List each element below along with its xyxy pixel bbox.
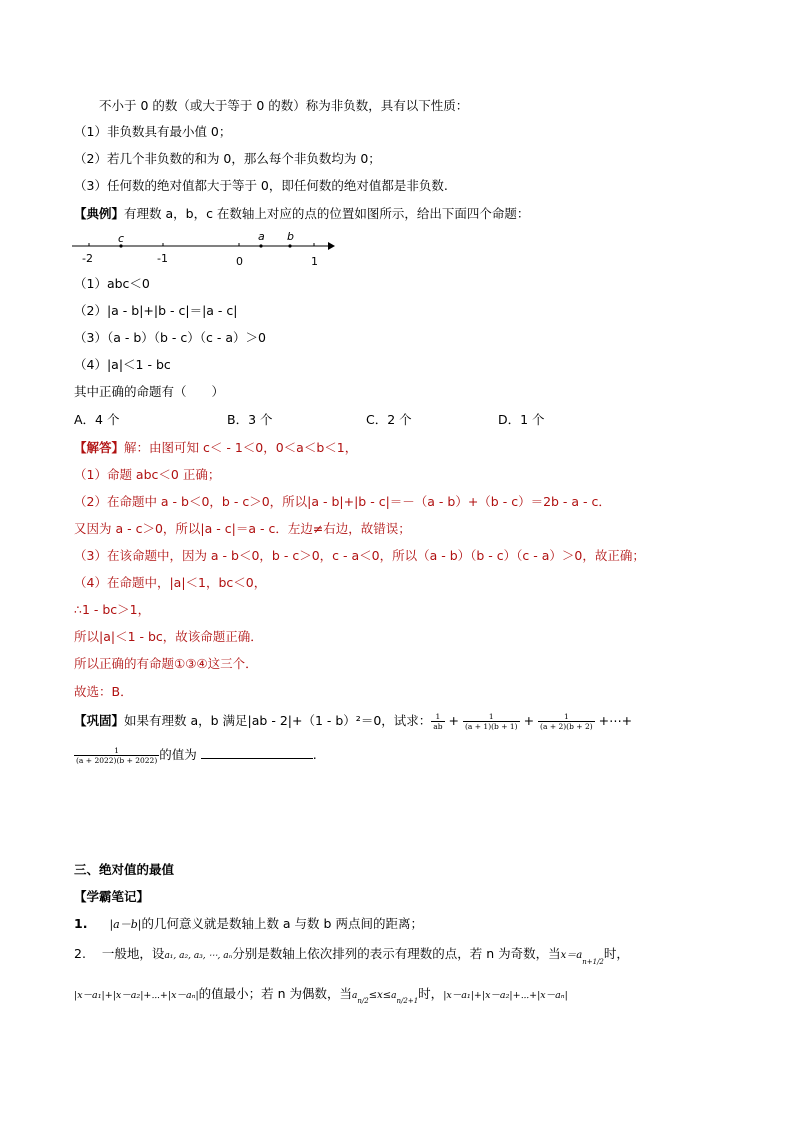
- note-2-line-2: [74, 986, 568, 1009]
- point-label-b: b: [287, 230, 294, 243]
- dots: +⋯+: [598, 713, 633, 728]
- solution-line-3: （2）在命题中 a - b＜0，b - c＞0，所以|a - b|+|b - c|＝－（a - b）+（b - c）＝2b - a - c．: [74, 494, 611, 509]
- proposition-3: （3）（a - b）（b - c）（c - a）＞0: [74, 330, 266, 345]
- option-c: C．2 个: [366, 412, 412, 427]
- tick-label-minus1: -1: [157, 252, 168, 265]
- consolidate-end: .: [312, 747, 317, 762]
- notes-tag: 【学霸笔记】: [74, 889, 150, 904]
- example-stem: [74, 206, 529, 222]
- solution-text-1: 解：由图可知 c＜ - 1＜0，0＜a＜b＜1，: [124, 440, 358, 455]
- solution-line-4: 又因为 a - c＞0，所以|a - c|＝a - c．左边≠右边，故错误；: [74, 521, 411, 536]
- solution-line-8: 所以|a|＜1 - bc，故该命题正确．: [74, 629, 263, 644]
- proposition-1: （1）abc＜0: [74, 276, 150, 291]
- property-2: （2）若几个非负数的和为 0，那么每个非负数均为 0；: [74, 151, 381, 166]
- fraction-2: [463, 712, 520, 731]
- number-line: [70, 228, 340, 270]
- section-title: 三、绝对值的最值: [74, 862, 175, 877]
- note-2-lower-a: $a_{n/2}$: [352, 991, 369, 1005]
- question: 其中正确的命题有（ ）: [74, 384, 225, 399]
- note-2-text-3: 时，: [603, 946, 629, 961]
- note-2-expression-2: |x－a₁|+|x－a₂|+⋯+|x－aₙ|: [443, 990, 568, 1001]
- note-1-number: 1.: [74, 916, 88, 931]
- property-3: （3）任何数的绝对值都大于等于 0，即任何数的绝对值都是非负数.: [74, 178, 448, 193]
- point-b: [288, 244, 291, 247]
- note-2-condition-even: ≤x≤: [368, 990, 392, 1001]
- fraction-4: [74, 746, 159, 765]
- note-2-odd-index: n+1/2: [582, 958, 604, 966]
- note-2-upper-a: $a_{n/2+1}$: [391, 991, 419, 1005]
- note-2-text-2: 分别是数轴上依次排列的表示有理数的点，若 n 为奇数，当: [232, 946, 561, 961]
- note-2-number: 2.: [74, 946, 86, 961]
- solution-line-7: ∴1 - bc＞1，: [74, 602, 151, 617]
- solution-line-1: [74, 440, 357, 456]
- fraction-4-num: 1: [114, 746, 120, 755]
- point-label-a: a: [258, 230, 265, 243]
- option-a: A．4 个: [74, 412, 120, 427]
- solution-line-6: （4）在命题中，|a|＜1，bc＜0，: [74, 575, 267, 590]
- note-2-condition-odd: x＝a: [560, 950, 583, 961]
- consolidate-tail: 的值为: [159, 747, 197, 762]
- consolidate-line-2: [74, 746, 317, 765]
- point-a: [259, 244, 262, 247]
- consolidate-tag: 【巩固】: [74, 713, 125, 728]
- solution-line-9: 所以正确的有命题①③④这三个．: [74, 656, 258, 671]
- note-2-expression: |x－a₁|+|x－a₂|+⋯+|x－aₙ|: [74, 990, 199, 1001]
- note-2-text-5: 时，: [418, 986, 444, 1001]
- tick-label-minus2: -2: [82, 252, 93, 265]
- fraction-1-num: 1: [435, 712, 441, 721]
- fraction-1-den: ab: [433, 722, 443, 731]
- tick-label-1: 1: [311, 255, 318, 268]
- option-d: D．1 个: [498, 412, 545, 427]
- consolidate-text: 如果有理数 a，b 满足|ab - 2|+（1 - b）²＝0，试求：: [124, 713, 432, 728]
- fraction-3-num: 1: [563, 712, 569, 721]
- proposition-4: （4）|a|＜1 - bc: [74, 357, 171, 372]
- solution-tag: 【解答】: [74, 440, 125, 455]
- solution-line-2: （1）命题 abc＜0 正确；: [74, 467, 221, 482]
- example-tag: 【典例】: [74, 206, 125, 221]
- answer-blank[interactable]: [201, 746, 313, 759]
- fraction-3-den: (a + 2)(b + 2): [540, 722, 593, 731]
- note-2-text-1: 一般地，设: [101, 946, 165, 961]
- option-b: B．3 个: [227, 412, 273, 427]
- example-text: 有理数 a，b，c 在数轴上对应的点的位置如图所示，给出下面四个命题：: [124, 206, 530, 221]
- note-1: [74, 916, 423, 933]
- fraction-1: [431, 712, 444, 731]
- number-line-arrow: [328, 242, 335, 250]
- point-label-c: c: [118, 232, 125, 245]
- note-2-text-4: 的值最小；若 n 为偶数，当: [198, 986, 353, 1001]
- solution-line-10: 故选：B．: [74, 684, 133, 699]
- note-2-sequence: a₁, a₂, a₃, ⋯, aₙ: [164, 951, 233, 961]
- fraction-4-den: (a + 2022)(b + 2022): [76, 756, 158, 765]
- fraction-2-num: 1: [488, 712, 494, 721]
- note-1-expr: |a－b|: [109, 918, 142, 931]
- note-2-line-1: [74, 946, 629, 970]
- intro-line: 不小于 0 的数（或大于等于 0 的数）称为非负数，具有以下性质：: [99, 98, 469, 113]
- fraction-2-den: (a + 1)(b + 1): [464, 722, 518, 731]
- note-1-text: 的几何意义就是数轴上数 a 与数 b 两点间的距离；: [141, 916, 423, 931]
- tick-label-0: 0: [236, 255, 243, 268]
- consolidate-line-1: 【巩固】如果有理数 a，b 满足|ab - 2|+（1 - b）²＝0，试求： $\frac{1}{ab}$ + $\frac{1}{(a + 1)(b + 1)}$ + $\frac{1}{(a + 2)(b + 2)}$ +⋯+: [74, 712, 633, 731]
- proposition-2: （2）|a - b|+|b - c|＝|a - c|: [74, 303, 238, 318]
- solution-line-5: （3）在该命题中，因为 a - b＜0，b - c＞0，c - a＜0，所以（a - b）（b - c）（c - a）＞0，故正确；: [74, 548, 645, 563]
- fraction-3: [538, 712, 595, 731]
- property-1: （1）非负数具有最小值 0；: [74, 124, 232, 139]
